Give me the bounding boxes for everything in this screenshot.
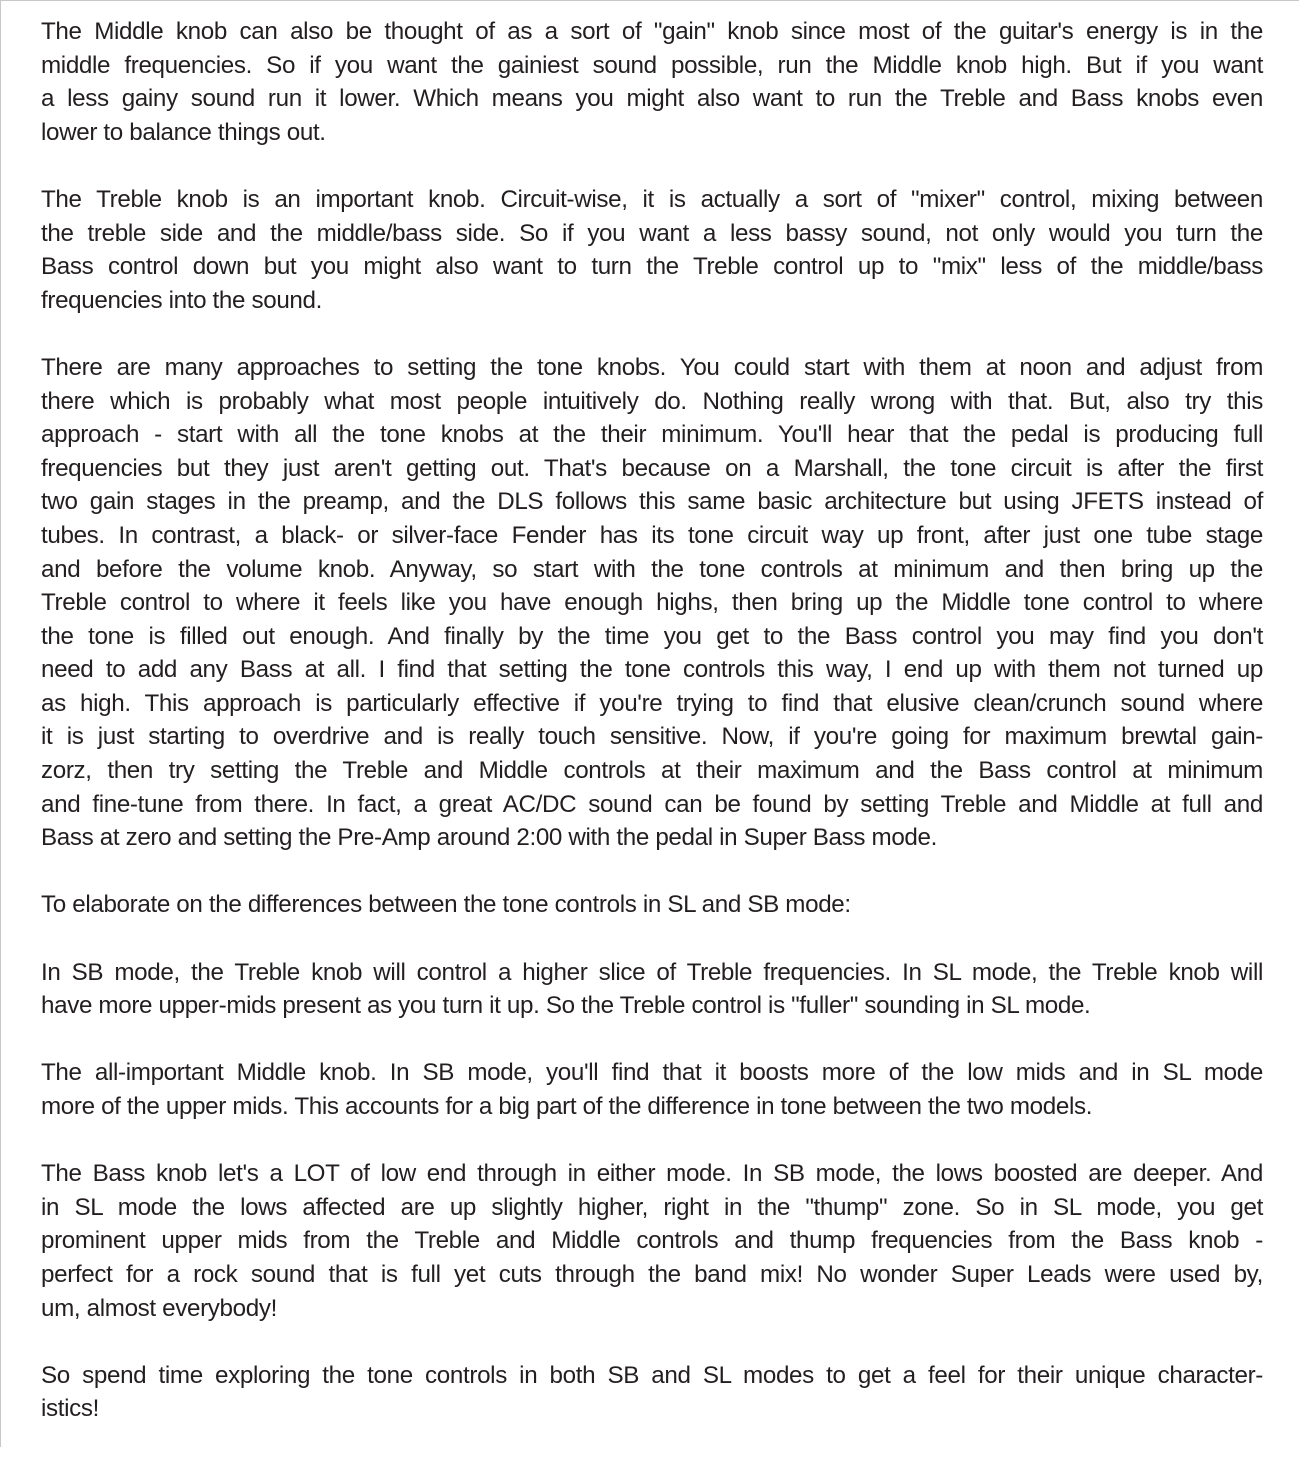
text-line: tubes. In contrast, a black- or silver-face Fender has its tone circuit way up front, after just one tube stage — [41, 521, 1263, 549]
text-line: have more upper-mids present as you turn it up. So the Treble control is "fuller" sounding in SL mode. — [41, 992, 1091, 1020]
text-line: and fine-tune from there. In fact, a great AC/DC sound can be found by setting Treble and Middle at full and — [41, 790, 1263, 818]
text-line: The Bass knob let's a LOT of low end through in either mode. In SB mode, the lows boosted are deeper. And — [41, 1160, 1263, 1188]
text-line: in SL mode the lows affected are up slightly higher, right in the "thump" zone. So in SL mode, you get — [41, 1193, 1263, 1221]
text-line: The Treble knob is an important knob. Circuit-wise, it is actually a sort of "mixer" control, mixing between — [41, 185, 1263, 213]
text-line: Bass at zero and setting the Pre-Amp around 2:00 with the pedal in Super Bass mode. — [41, 824, 937, 852]
paragraph-middle-knob-gain — [41, 15, 1263, 149]
text-line: So spend time exploring the tone controls in both SB and SL modes to get a feel for their unique character- — [41, 1361, 1263, 1389]
paragraph-closing — [41, 1359, 1263, 1426]
text-line: the tone is filled out enough. And finally by the time you get to the Bass control you may find you don't — [41, 622, 1263, 650]
paragraph-middle-sl-sb — [41, 1056, 1263, 1123]
text-line: a less gainy sound run it lower. Which means you might also want to run the Treble and Bass knobs even — [41, 85, 1263, 113]
text-line: In SB mode, the Treble knob will control a higher slice of Treble frequencies. In SL mode, the Treble knob will — [41, 958, 1263, 986]
paragraph-sl-sb-intro — [41, 888, 1263, 922]
text-line: it is just starting to overdrive and is really touch sensitive. Now, if you're going for maximum brewtal gain- — [41, 723, 1263, 751]
text-line: middle frequencies. So if you want the gainiest sound possible, run the Middle knob high. But if you want — [41, 51, 1263, 79]
paragraph-treble-knob-mixer — [41, 183, 1263, 317]
text-line: two gain stages in the preamp, and the DLS follows this same basic architecture but using JFETS instead of — [41, 488, 1263, 516]
text-line: lower to balance things out. — [41, 118, 326, 146]
text-line: The all-important Middle knob. In SB mode, you'll find that it boosts more of the low mids and in SL mode — [41, 1059, 1263, 1087]
text-line: perfect for a rock sound that is full yet cuts through the band mix! No wonder Super Leads were used by, — [41, 1260, 1263, 1288]
text-line: approach - start with all the tone knobs at the their minimum. You'll hear that the pedal is producing full — [41, 421, 1263, 449]
text-line: There are many approaches to setting the tone knobs. You could start with them at noon and adjust from — [41, 353, 1263, 381]
text-line: prominent upper mids from the Treble and Middle controls and thump frequencies from the Bass knob - — [41, 1227, 1263, 1255]
text-line: as high. This approach is particularly effective if you're trying to find that elusive clean/crunch sound where — [41, 689, 1263, 717]
text-line: more of the upper mids. This accounts for a big part of the difference in tone between the two models. — [41, 1093, 1093, 1120]
text-line: um, almost everybody! — [41, 1294, 277, 1322]
document-body — [41, 15, 1263, 1460]
paragraph-tone-knob-approaches — [41, 351, 1263, 855]
text-line: the treble side and the middle/bass side. So if you want a less bassy sound, not only would you turn the — [41, 219, 1263, 247]
text-line: The Middle knob can also be thought of as a sort of "gain" knob since most of the guitar's energy is in the — [41, 18, 1263, 45]
text-line: need to add any Bass at all. I find that setting the tone controls this way, I end up with them not turned up — [41, 656, 1263, 684]
text-line: there which is probably what most people intuitively do. Nothing really wrong with that. But, also try this — [41, 387, 1263, 415]
text-line: zorz, then try setting the Treble and Middle controls at their maximum and the Bass control at minimum — [41, 757, 1263, 785]
text-line: To elaborate on the differences between the tone controls in SL and SB mode: — [41, 891, 851, 919]
text-line: istics! — [41, 1395, 100, 1423]
text-line: Treble control to where it feels like you have enough highs, then bring up the Middle tone control to where — [41, 589, 1263, 617]
paragraph-bass-sl-sb — [41, 1157, 1263, 1325]
text-line: and before the volume knob. Anyway, so start with the tone controls at minimum and then bring up the — [41, 555, 1263, 583]
paragraph-treble-sl-sb — [41, 956, 1263, 1023]
text-line: Bass control down but you might also want to turn the Treble control up to "mix" less of the middle/bass — [41, 253, 1263, 281]
text-line: frequencies into the sound. — [41, 286, 323, 314]
text-line: frequencies but they just aren't getting out. That's because on a Marshall, the tone circuit is after the first — [41, 454, 1263, 482]
